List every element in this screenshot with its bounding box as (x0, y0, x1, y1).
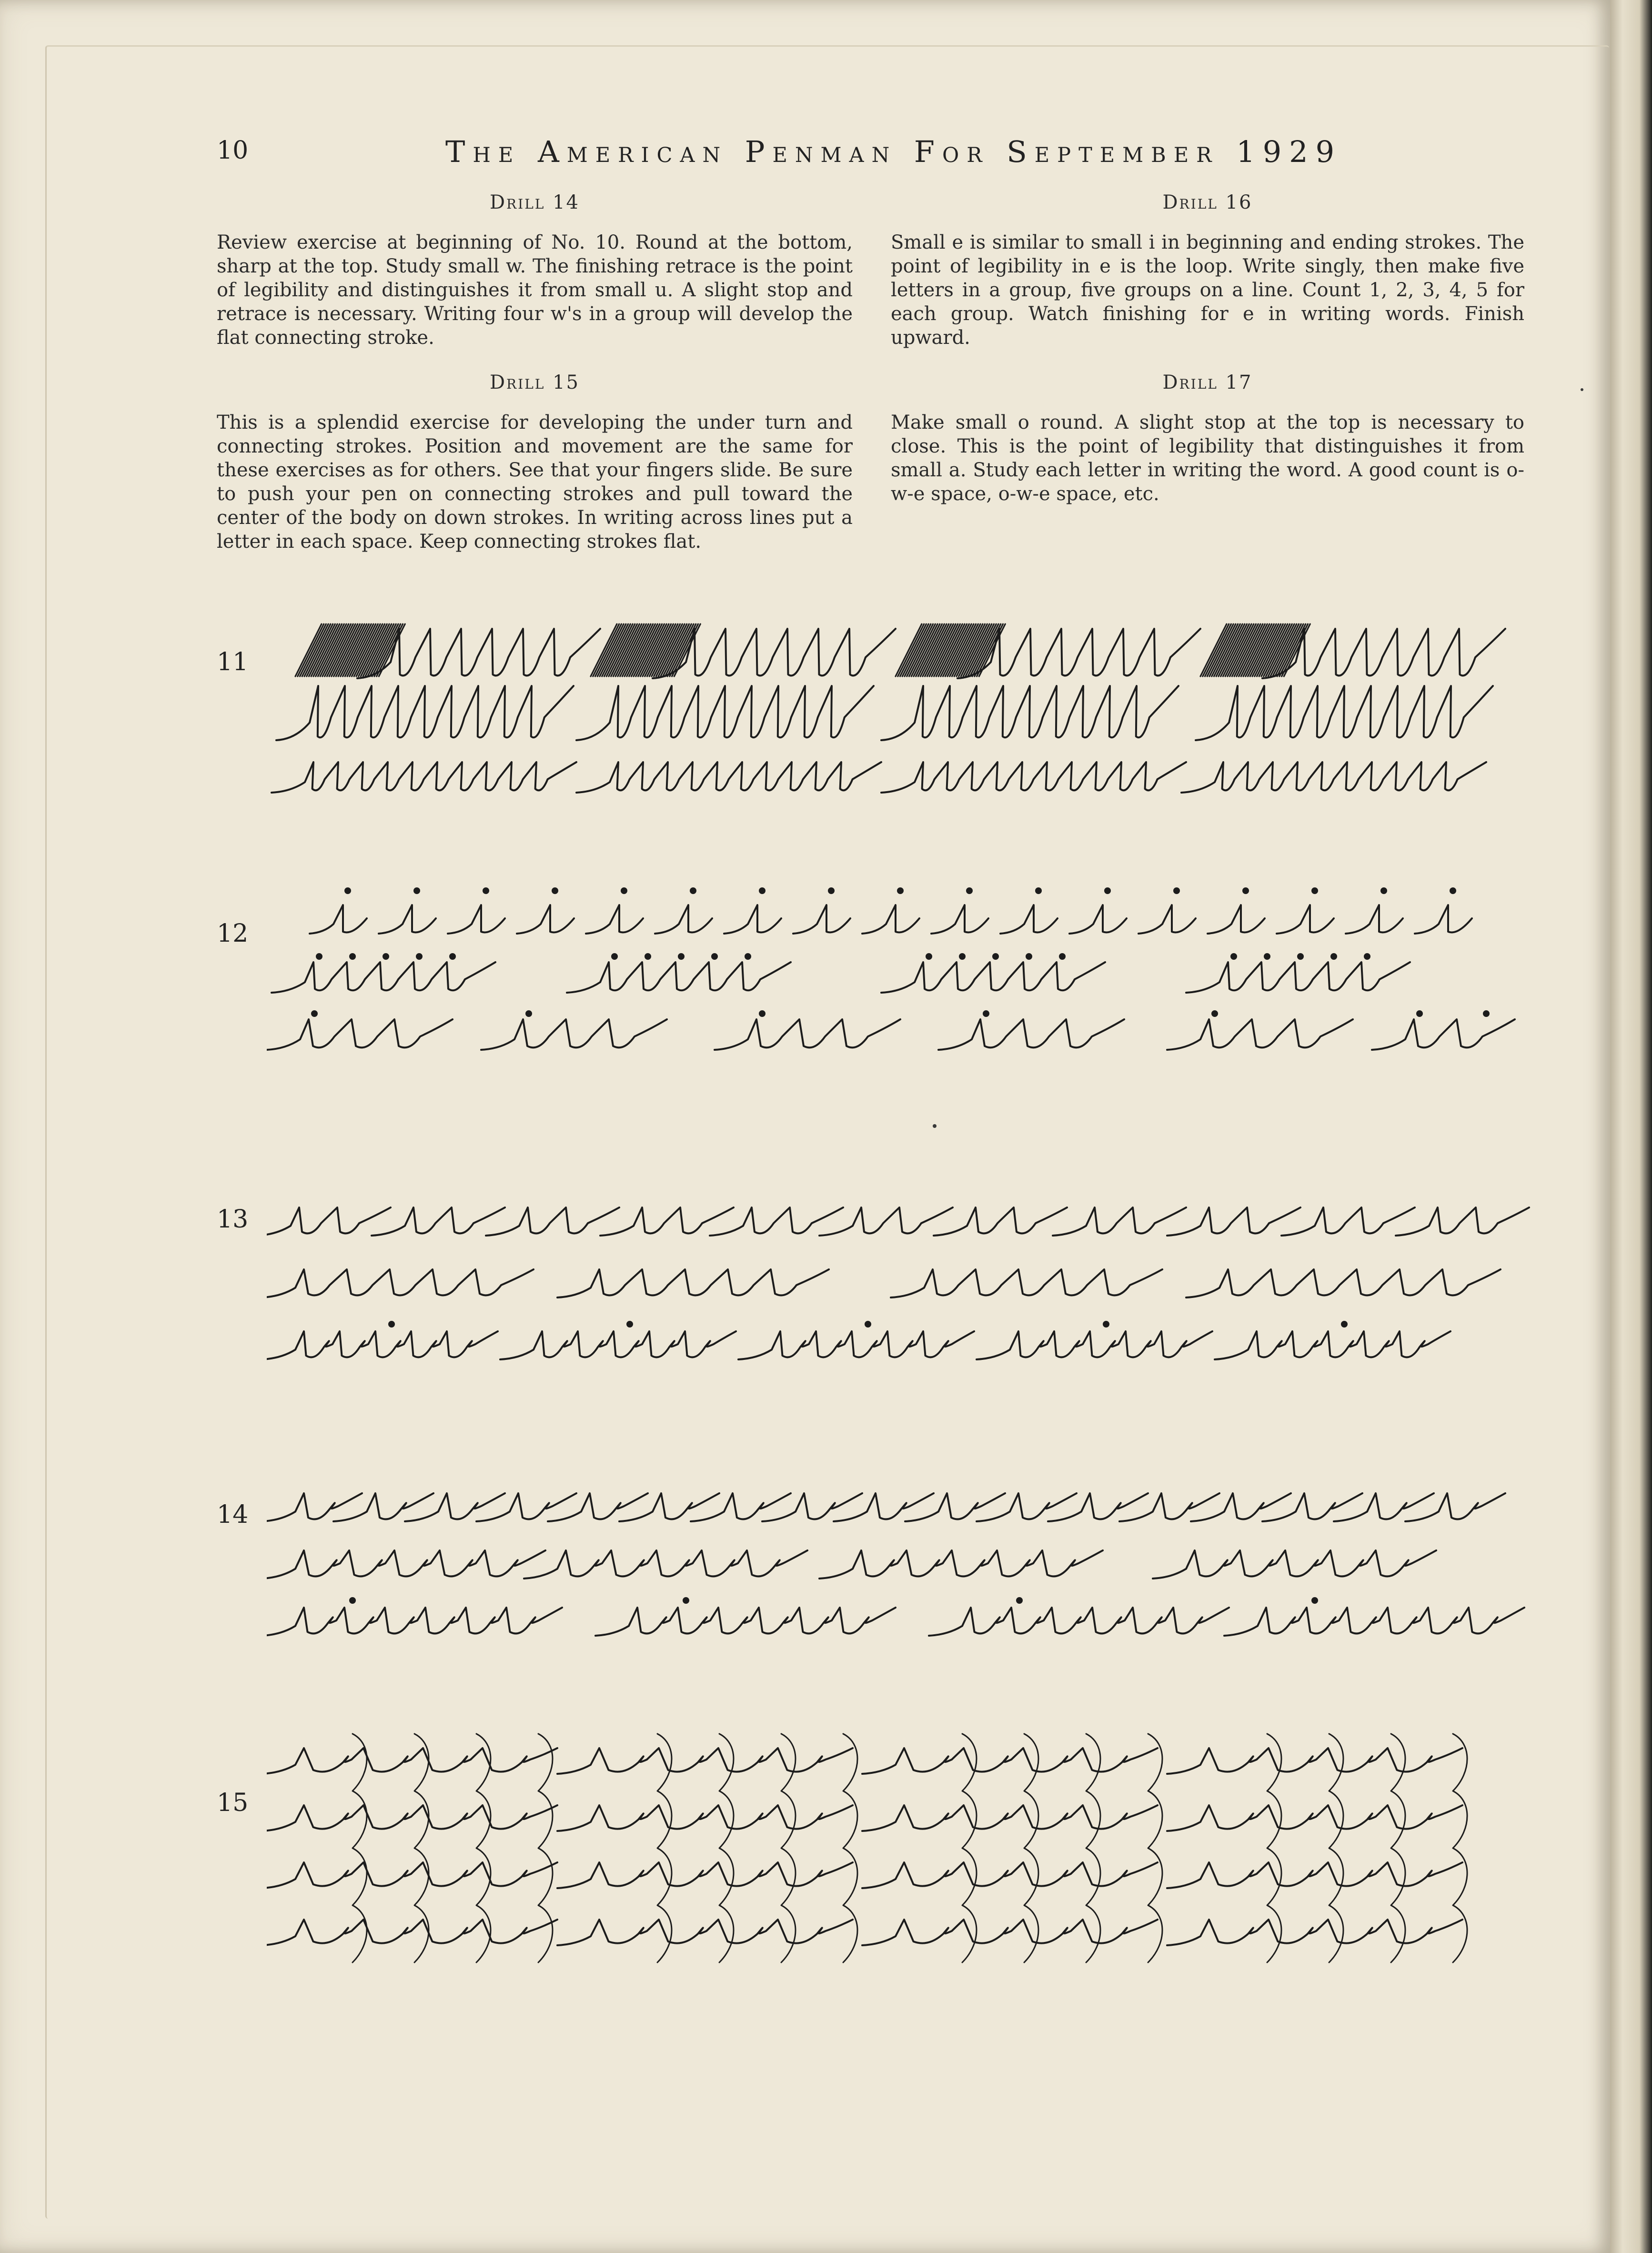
drill-16-heading: Drill 16 (1162, 191, 1253, 213)
exercise-12-specimen (267, 876, 1534, 1076)
drill-17-heading: Drill 17 (1162, 372, 1253, 393)
exercise-13-label: 13 (217, 1205, 249, 1234)
drill-17-text: Make small o round. A slight stop at the top is necessary to close. This is the point of legibility that distinguishes it from small a. Study each letter in writing the word. A good count is o-w-e space, o-w-e space, etc. (891, 412, 1524, 505)
exercise-14-label: 14 (217, 1500, 249, 1529)
page-number: 10 (217, 136, 249, 165)
exercise-11-label: 11 (217, 648, 249, 676)
exercise-14-specimen (267, 1467, 1534, 1667)
drill-14-heading: Drill 14 (489, 191, 580, 213)
drill-15-heading: Drill 15 (489, 372, 580, 393)
drill-16-text: Small e is similar to small i in beginning and ending strokes. The point of legibility in e is the loop. Write singly, then make five letters in a group, five groups on a line. Count 1, 2, 3, 4, 5 for each group. Watch finishing for e in writing words. Finish upward. (891, 231, 1524, 349)
paper-speck (1581, 388, 1583, 391)
right-column (891, 191, 1524, 527)
exercise-12-label: 12 (217, 919, 249, 948)
exercise-13-specimen (267, 1181, 1534, 1386)
exercise-15-label: 15 (217, 1789, 249, 1817)
page-header (217, 134, 1512, 177)
exercise-15-specimen (267, 1724, 1534, 1972)
running-title: The American Penman For September 1929 (445, 134, 1342, 169)
drill-15-text: This is a splendid exercise for developing the under turn and connecting strokes. Position and movement are the same for these exercises as for others. See that your fingers slide. Be sure to push your pen on connecting strokes and pull toward the center of the body on down strokes. In writing across lines put a letter in each space. Keep connecting strokes flat. (217, 412, 853, 553)
left-column (217, 191, 853, 574)
exercise-11-specimen (267, 619, 1534, 824)
page-edge-shadow (1610, 0, 1652, 2253)
drill-14-text: Review exercise at beginning of No. 10. Round at the bottom, sharp at the top. Study small w. The finishing retrace is the point of legibility and distinguishes it from small u. A slight stop and retrace is necessary. Writing four w's in a group will develop the flat connecting stroke. (217, 231, 853, 349)
paper-speck (933, 1124, 937, 1128)
